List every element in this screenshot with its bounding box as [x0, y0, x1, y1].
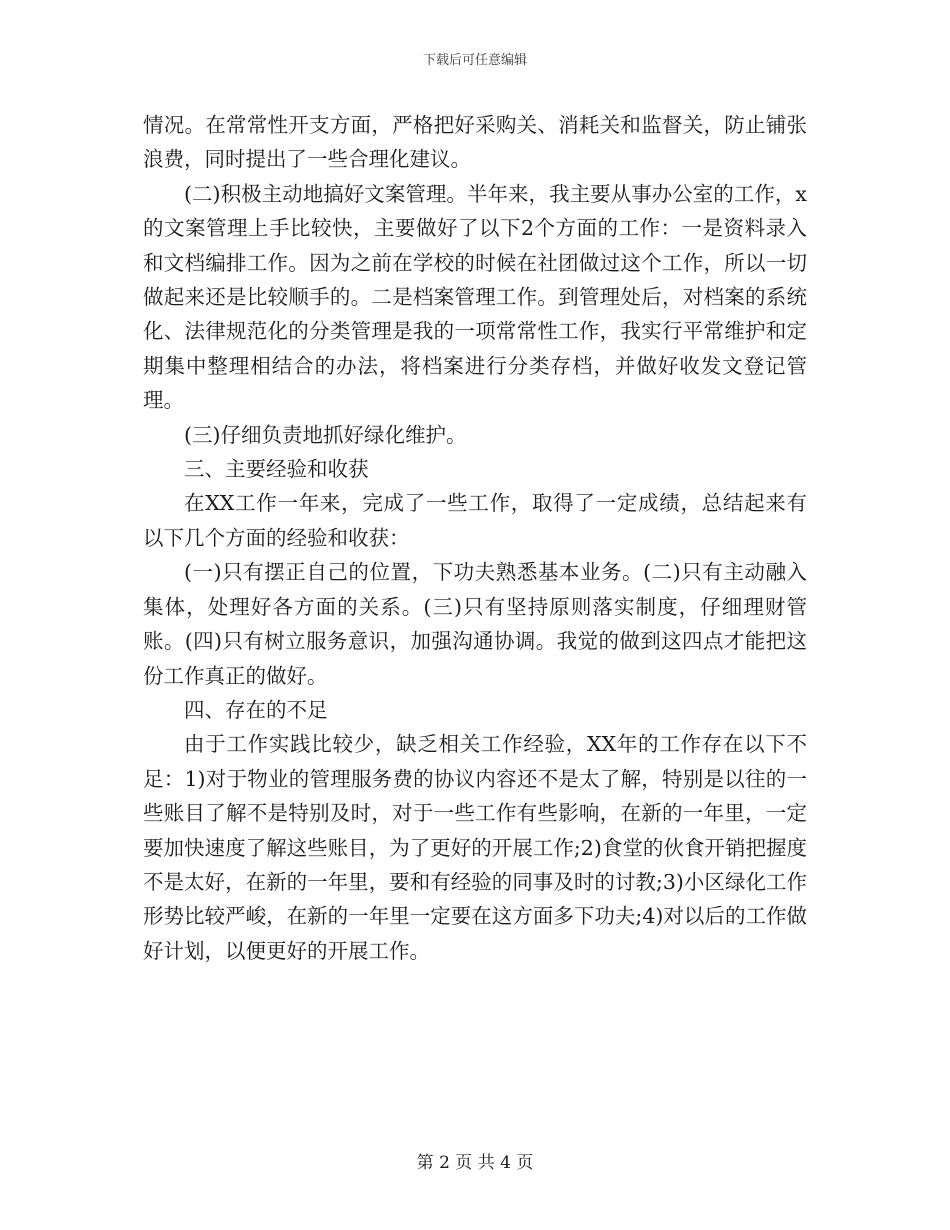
paragraph: 由于工作实践比较少，缺乏相关工作经验，XX年的工作存在以下不足：1)对于物业的管理服务费的协议内容还不是太了解，特别是以往的一些账目了解不是特别及时，对于一些工作有些影响，在新的一年里，一定要加快速度了解这些账目，为了更好的开展工作;2)食堂的伙食开销把握度不是太好，在新的一年里，要和有经验的同事及时的讨教;3)小区绿化工作形势比较严峻，在新的一年里一定要在这方面多下功夫;4)对以后的工作做好计划，以便更好的开展工作。: [143, 732, 807, 963]
paragraph: (二)积极主动地搞好文案管理。半年来，我主要从事办公室的工作，x的文案管理上手比较快，主要做好了以下2个方面的工作：一是资料录入和文档编排工作。因为之前在学校的时候在社团做过这个工作，所以一切做起来还是比较顺手的。二是档案管理工作。到管理处后，对档案的系统化、法律规范化的分类管理是我的一项常常性工作，我实行平常维护和定期集中整理相结合的办法，将档案进行分类存档，并做好收发文登记管理。: [143, 181, 807, 413]
paragraph: 在XX工作一年来，完成了一些工作，取得了一定成绩，总结起来有以下几个方面的经验和收获：: [143, 491, 807, 550]
paragraph: 情况。在常常性开支方面，严格把好采购关、消耗关和监督关，防止铺张浪费，同时提出了一些合理化建议。: [143, 113, 807, 172]
document-body: [143, 108, 807, 968]
page-number: 第 2 页 共 4 页: [416, 1153, 534, 1173]
paragraph: (三)仔细负责地抓好绿化维护。: [184, 422, 467, 447]
paragraph: (一)只有摆正自己的位置，下功夫熟悉基本业务。(二)只有主动融入集体，处理好各方面的关系。(三)只有坚持原则落实制度，仔细理财管账。(四)只有树立服务意识，加强沟通协调。我觉的做到这四点才能把这份工作真正的做好。: [143, 560, 807, 688]
section-heading: 三、主要经验和收获: [184, 457, 369, 482]
page-header: 下载后可任意编辑: [422, 53, 527, 68]
section-heading: 四、存在的不足: [184, 697, 328, 722]
